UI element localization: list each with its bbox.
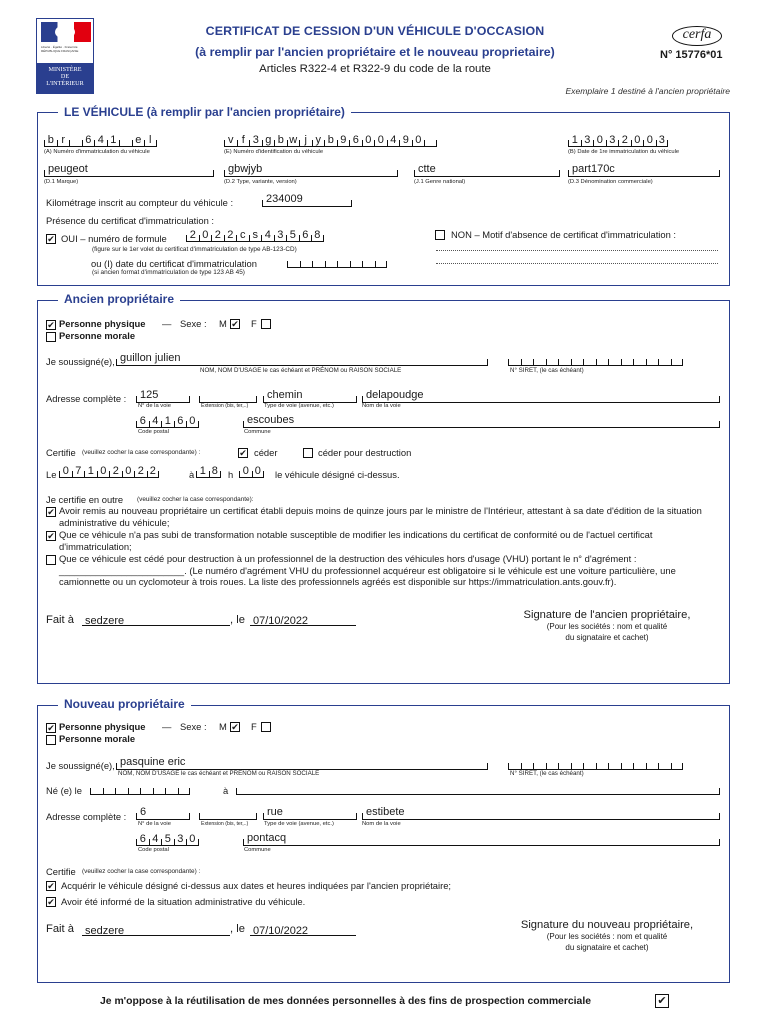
char-value: 0 (634, 134, 641, 146)
char-cell (186, 833, 199, 845)
char-cell (658, 359, 671, 365)
char-cell (236, 229, 249, 241)
char-cell (149, 415, 162, 427)
char-value: 0 (242, 465, 249, 477)
char-value: 0 (415, 134, 422, 146)
char-cell (97, 465, 110, 477)
ancien-type-voie-field[interactable]: chemin (263, 389, 357, 403)
char-cell (252, 465, 265, 477)
char-cell (224, 134, 237, 146)
ancien-siret-field[interactable] (508, 352, 683, 366)
char-cell (631, 134, 644, 146)
char-value: 3 (177, 833, 184, 845)
char-cell (57, 134, 70, 146)
char-cell (349, 134, 362, 146)
char-cell (186, 415, 199, 427)
char-cell (147, 465, 160, 477)
char-cell (274, 229, 287, 241)
char-cell (165, 788, 178, 794)
char-cell (606, 134, 619, 146)
cession-heure-field[interactable] (196, 464, 221, 478)
char-value: 1 (571, 134, 578, 146)
char-cell (239, 465, 252, 477)
char-value: 1 (87, 465, 94, 477)
char-value: j (304, 134, 307, 146)
char-value: 2 (112, 465, 119, 477)
char-cell (533, 359, 546, 365)
char-value: v (228, 134, 234, 146)
char-cell (608, 359, 621, 365)
char-cell (571, 763, 584, 769)
char-cell (608, 763, 621, 769)
char-cell (533, 763, 546, 769)
char-cell (128, 788, 141, 794)
oppose-text: Je m'oppose à la réutilisation de mes données personnelles à des fins de prospection commerciale (100, 996, 591, 1007)
type-field[interactable]: gbwjyb (224, 163, 398, 177)
kilometrage-field[interactable]: 234009 (262, 193, 352, 207)
genre-field[interactable]: ctte (414, 163, 560, 177)
char-value: 6 (177, 415, 184, 427)
nouveau-item1-checkbox[interactable]: ✔ (47, 881, 55, 891)
char-cell (287, 261, 300, 267)
nouveau-item2-checkbox[interactable]: ✔ (47, 897, 55, 907)
char-cell (174, 415, 187, 427)
char-cell (274, 134, 287, 146)
char-cell (312, 261, 325, 267)
char-value: 0 (62, 465, 69, 477)
ancien-f-checkbox[interactable] (261, 319, 271, 329)
char-value: 0 (202, 229, 209, 241)
char-cell (596, 763, 609, 769)
char-cell (311, 229, 324, 241)
char-value: 3 (252, 134, 259, 146)
nouveau-lieu-naissance-field[interactable] (236, 781, 720, 795)
nouveau-nom-voie-field[interactable]: estibete (362, 806, 720, 820)
char-cell (362, 134, 375, 146)
char-cell (174, 833, 187, 845)
char-cell (656, 134, 669, 146)
nouveau-nom-field[interactable]: pasquine eric (116, 756, 488, 770)
first-registration-date-field[interactable] (568, 133, 668, 147)
char-cell (646, 359, 659, 365)
char-value: b (327, 134, 334, 146)
char-cell (134, 465, 147, 477)
char-cell (362, 261, 375, 267)
vin-field[interactable] (224, 133, 437, 147)
char-value: 9 (340, 134, 347, 146)
ancien-pm-checkbox[interactable] (46, 332, 56, 342)
char-cell (424, 140, 437, 146)
char-cell (115, 788, 128, 794)
nouveau-signature-block[interactable]: Signature du nouveau propriétaire, (Pour les sociétés : nom et qualité du signataire et cachet) (520, 919, 694, 952)
nouveau-naissance-date-field[interactable] (90, 781, 190, 795)
char-value: y (315, 134, 321, 146)
nouveau-f-checkbox[interactable] (261, 722, 271, 732)
char-value: s (252, 229, 258, 241)
char-cell (161, 415, 174, 427)
ancien-ext-field[interactable] (199, 389, 257, 403)
char-cell (337, 261, 350, 267)
nouveau-pm-checkbox[interactable] (46, 735, 56, 745)
char-cell (196, 465, 209, 477)
char-value: 5 (164, 833, 171, 845)
char-value: 3 (658, 134, 665, 146)
char-value: 0 (646, 134, 653, 146)
char-cell (374, 134, 387, 146)
char-value: 9 (402, 134, 409, 146)
char-cell (521, 359, 534, 365)
char-cell (350, 261, 363, 267)
char-value: 4 (264, 229, 271, 241)
char-cell (153, 788, 166, 794)
nouveau-num-field[interactable]: 6 (136, 806, 190, 820)
char-cell (387, 134, 400, 146)
cession-minute-field[interactable] (239, 464, 264, 478)
char-cell (583, 359, 596, 365)
char-cell (186, 229, 199, 241)
char-cell (621, 763, 634, 769)
char-cell (596, 359, 609, 365)
char-cell (109, 465, 122, 477)
char-value: b (47, 134, 54, 146)
non-checkbox[interactable] (435, 230, 445, 240)
char-value: 1 (199, 465, 206, 477)
char-cell (107, 134, 120, 146)
articles-ref: Articles R322-4 et R322-9 du code de la route (259, 63, 491, 75)
char-cell (209, 465, 222, 477)
char-cell (261, 229, 274, 241)
char-cell (90, 788, 103, 794)
char-value: 3 (277, 229, 284, 241)
char-cell (375, 261, 388, 267)
char-value: 0 (365, 134, 372, 146)
certificat-date-field[interactable] (287, 254, 387, 268)
ancien-num-field[interactable]: 125 (136, 389, 190, 403)
char-cell (140, 788, 153, 794)
char-value: 4 (152, 833, 159, 845)
form-subtitle: (à remplir par l'ancien propriétaire et le nouveau proprietaire) (195, 45, 555, 59)
char-cell (103, 788, 116, 794)
ancien-fait-date[interactable]: 07/10/2022 (253, 615, 309, 627)
char-value: r (61, 134, 66, 146)
nouveau-ext-field[interactable] (199, 806, 257, 820)
nouveau-commune-field[interactable]: pontacq (243, 832, 720, 846)
char-value: 2 (621, 134, 628, 146)
char-cell (633, 359, 646, 365)
oppose-checkbox[interactable]: ✔ (655, 994, 669, 1008)
char-value: 2 (137, 465, 144, 477)
char-cell (546, 359, 559, 365)
ceder-checkbox[interactable]: ✔ (239, 448, 247, 458)
char-value: 4 (152, 415, 159, 427)
char-cell (643, 134, 656, 146)
char-value: 1 (110, 134, 117, 146)
ancien-item3-checkbox[interactable] (46, 555, 56, 565)
marianne-flag-icon (41, 22, 91, 42)
char-cell (633, 763, 646, 769)
char-cell (312, 134, 325, 146)
char-value: c (240, 229, 246, 241)
nouveau-siret-field[interactable] (508, 756, 683, 770)
char-value: g (265, 134, 272, 146)
char-value: 0 (189, 833, 196, 845)
char-cell (94, 134, 107, 146)
char-value: 0 (254, 465, 261, 477)
char-value: 5 (289, 229, 296, 241)
char-cell (132, 134, 145, 146)
char-cell (508, 359, 521, 365)
char-cell (144, 134, 157, 146)
char-cell (412, 134, 425, 146)
ministere-logo: Liberté · Égalité · Fraternité RÉPUBLIQUE FRANÇAISE MINISTÈRE DE L'INTÉRIEUR (36, 18, 94, 94)
char-cell (82, 134, 95, 146)
char-value: 0 (100, 465, 107, 477)
ceder-destruction-checkbox[interactable] (303, 448, 313, 458)
nouveau-legend: Nouveau propriétaire (58, 697, 191, 711)
char-cell (671, 359, 684, 365)
char-cell (325, 261, 338, 267)
char-cell (84, 465, 97, 477)
vehicle-legend: LE VÉHICULE (à remplir par l'ancien propriétaire) (58, 105, 351, 119)
ancien-nom-field[interactable]: guillon julien (116, 352, 488, 366)
cerfa-logo: cerfa (672, 26, 722, 46)
char-cell (558, 359, 571, 365)
char-cell (122, 465, 135, 477)
char-cell (546, 763, 559, 769)
nouveau-pp-checkbox[interactable]: ✔ (47, 723, 55, 733)
nouveau-fait-lieu[interactable]: sedzere (85, 925, 125, 937)
char-cell (593, 134, 606, 146)
char-cell (262, 134, 275, 146)
nouveau-m-checkbox[interactable]: ✔ (231, 722, 239, 732)
ancien-pp-checkbox[interactable]: ✔ (47, 320, 55, 330)
char-value: 0 (189, 415, 196, 427)
char-cell (211, 229, 224, 241)
ancien-signature-block[interactable]: Signature de l'ancien propriétaire, (Pour les sociétés : nom et qualité du signataire et cachet) (523, 609, 691, 642)
formule-number-field[interactable] (186, 228, 324, 242)
char-cell (161, 833, 174, 845)
char-value: 7 (75, 465, 82, 477)
char-cell (136, 415, 149, 427)
ancien-item2-checkbox[interactable]: ✔ (47, 531, 55, 541)
char-value: 6 (139, 833, 146, 845)
char-cell (621, 359, 634, 365)
char-value: 1 (164, 415, 171, 427)
char-value: 6 (302, 229, 309, 241)
char-cell (249, 134, 262, 146)
char-cell (618, 134, 631, 146)
char-cell (249, 229, 262, 241)
ancien-item1-checkbox[interactable]: ✔ (47, 507, 55, 517)
nouveau-code-postal-field[interactable] (136, 832, 199, 846)
char-cell (646, 763, 659, 769)
char-value: 4 (390, 134, 397, 146)
char-value: e (135, 134, 142, 146)
char-value: 3 (584, 134, 591, 146)
char-cell (571, 359, 584, 365)
char-cell (299, 229, 312, 241)
char-value: 2 (189, 229, 196, 241)
char-value: 0 (377, 134, 384, 146)
char-cell (287, 134, 300, 146)
char-cell (508, 763, 521, 769)
immatriculation-field[interactable] (44, 133, 157, 147)
char-cell (671, 763, 684, 769)
ancien-commune-field[interactable]: escoubes (243, 414, 720, 428)
marque-field[interactable]: peugeot (44, 163, 214, 177)
logo-text: MINISTÈRE DE L'INTÉRIEUR (37, 63, 93, 94)
char-cell (658, 763, 671, 769)
char-value: 8 (211, 465, 218, 477)
char-cell (568, 134, 581, 146)
char-value: f (241, 134, 245, 146)
char-cell (224, 229, 237, 241)
char-value: l (149, 134, 152, 146)
ancien-fait-lieu[interactable]: sedzere (85, 615, 125, 627)
char-cell (324, 134, 337, 146)
exemplaire-note: Exemplaire 1 destiné à l'ancien propriétaire (565, 86, 730, 96)
char-value: 6 (352, 134, 359, 146)
char-cell (337, 134, 350, 146)
char-cell (237, 134, 250, 146)
char-cell (558, 763, 571, 769)
form-title: CERTIFICAT DE CESSION D'UN VÉHICULE D'OCCASION (205, 24, 545, 38)
char-cell (199, 229, 212, 241)
char-value: 0 (125, 465, 132, 477)
denomination-field[interactable]: part170c (568, 163, 720, 177)
char-cell (59, 465, 72, 477)
char-cell (69, 140, 82, 146)
char-value: 6 (139, 415, 146, 427)
char-value: 2 (214, 229, 221, 241)
char-cell (136, 833, 149, 845)
char-value: 8 (314, 229, 321, 241)
char-cell (299, 134, 312, 146)
oui-checkbox[interactable]: ✔ (47, 234, 55, 244)
char-cell (399, 134, 412, 146)
ancien-nom-voie-field[interactable]: delapoudge (362, 389, 720, 403)
nouveau-fait-date[interactable]: 07/10/2022 (253, 925, 309, 937)
char-cell (583, 763, 596, 769)
nouveau-type-voie-field[interactable]: rue (263, 806, 357, 820)
ancien-m-checkbox[interactable]: ✔ (231, 319, 239, 329)
char-value: 2 (149, 465, 156, 477)
cession-date-field[interactable] (59, 464, 159, 478)
char-value: 6 (85, 134, 92, 146)
char-value: w (289, 134, 298, 146)
char-cell (119, 140, 132, 146)
char-cell (521, 763, 534, 769)
char-value: b (277, 134, 284, 146)
char-cell (300, 261, 313, 267)
cerfa-number: N° 15776*01 (660, 49, 723, 61)
char-value: 2 (227, 229, 234, 241)
ancien-legend: Ancien propriétaire (58, 292, 180, 306)
char-cell (286, 229, 299, 241)
char-cell (44, 134, 57, 146)
char-cell (72, 465, 85, 477)
char-cell (178, 788, 191, 794)
char-value: 3 (609, 134, 616, 146)
char-cell (149, 833, 162, 845)
char-value: 4 (97, 134, 104, 146)
char-cell (581, 134, 594, 146)
ancien-code-postal-field[interactable] (136, 414, 199, 428)
char-value: 0 (596, 134, 603, 146)
